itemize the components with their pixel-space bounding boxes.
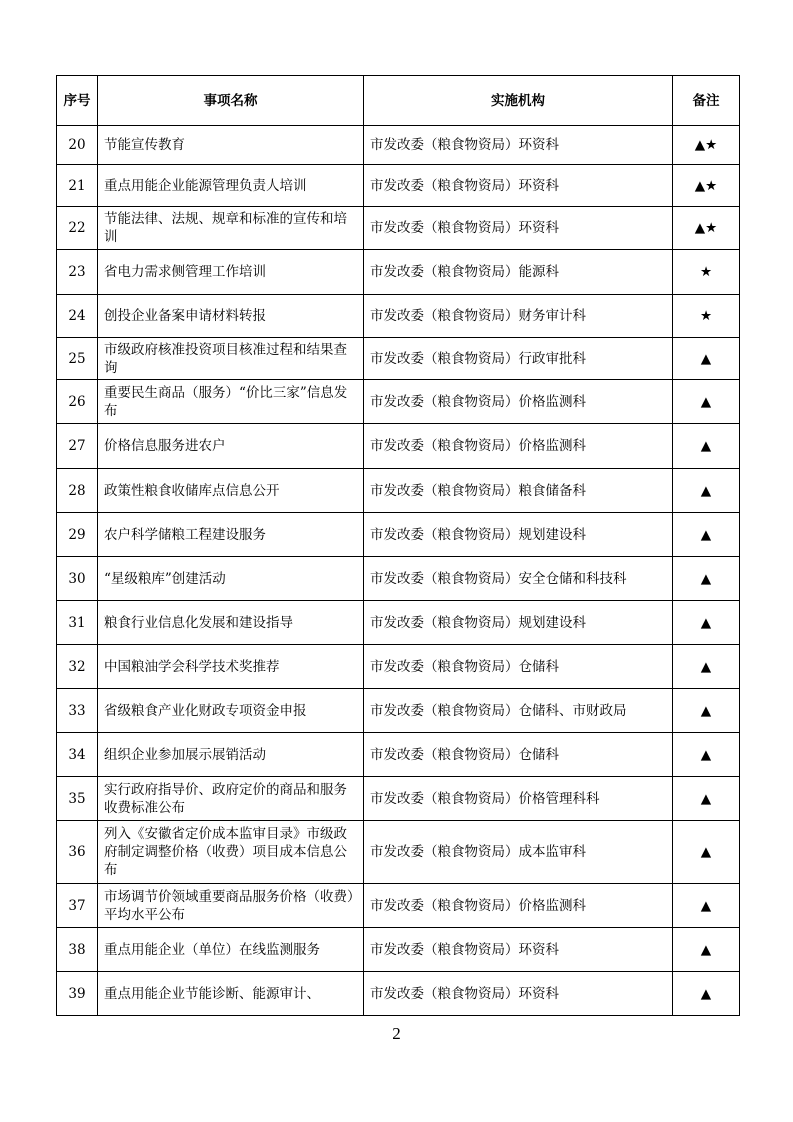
header-name: 事项名称 <box>98 76 364 126</box>
document-table <box>56 75 740 1016</box>
note-mark: ▲ <box>673 380 740 424</box>
item-name: 中国粮油学会科学技术奖推荐 <box>98 645 364 689</box>
agency-name: 市发改委（粮食物资局）价格监测科 <box>364 380 673 424</box>
item-name: 重点用能企业能源管理负责人培训 <box>98 165 364 207</box>
item-name: 市级政府核准投资项目核准过程和结果查询 <box>98 338 364 380</box>
row-number: 30 <box>57 557 98 601</box>
row-number: 28 <box>57 469 98 513</box>
note-mark: ★ <box>673 250 740 295</box>
item-name: 重点用能企业（单位）在线监测服务 <box>98 928 364 972</box>
row-number: 25 <box>57 338 98 380</box>
row-number: 20 <box>57 126 98 165</box>
agency-name: 市发改委（粮食物资局）行政审批科 <box>364 338 673 380</box>
agency-name: 市发改委（粮食物资局）仓储科、市财政局 <box>364 689 673 733</box>
item-name: 粮食行业信息化发展和建设指导 <box>98 601 364 645</box>
table-row <box>57 513 740 557</box>
table-row <box>57 380 740 424</box>
row-number: 26 <box>57 380 98 424</box>
agency-name: 市发改委（粮食物资局）规划建设科 <box>364 513 673 557</box>
table-row <box>57 689 740 733</box>
row-number: 37 <box>57 884 98 928</box>
table-row <box>57 469 740 513</box>
table-row <box>57 207 740 250</box>
item-name: 省级粮食产业化财政专项资金申报 <box>98 689 364 733</box>
note-mark: ▲ <box>673 733 740 777</box>
row-number: 36 <box>57 821 98 884</box>
page-number: 2 <box>392 1024 401 1043</box>
note-mark: ▲★ <box>673 165 740 207</box>
table-row <box>57 165 740 207</box>
item-name: 实行政府指导价、政府定价的商品和服务收费标准公布 <box>98 777 364 821</box>
table-row <box>57 424 740 469</box>
table-row <box>57 928 740 972</box>
note-mark: ▲ <box>673 557 740 601</box>
agency-name: 市发改委（粮食物资局）粮食储备科 <box>364 469 673 513</box>
row-number: 39 <box>57 972 98 1016</box>
row-number: 24 <box>57 295 98 338</box>
note-mark: ▲ <box>673 645 740 689</box>
agency-name: 市发改委（粮食物资局）环资科 <box>364 972 673 1016</box>
table-row <box>57 884 740 928</box>
item-name: 组织企业参加展示展销活动 <box>98 733 364 777</box>
item-name: 重要民生商品（服务）“价比三家”信息发布 <box>98 380 364 424</box>
agency-name: 市发改委（粮食物资局）仓储科 <box>364 733 673 777</box>
row-number: 29 <box>57 513 98 557</box>
agency-name: 市发改委（粮食物资局）环资科 <box>364 165 673 207</box>
header-agency: 实施机构 <box>364 76 673 126</box>
note-mark: ▲ <box>673 928 740 972</box>
agency-name: 市发改委（粮食物资局）仓储科 <box>364 645 673 689</box>
table-header-row <box>57 76 740 126</box>
table-row <box>57 972 740 1016</box>
row-number: 34 <box>57 733 98 777</box>
table-row <box>57 821 740 884</box>
item-name: 节能法律、法规、规章和标准的宣传和培训 <box>98 207 364 250</box>
agency-name: 市发改委（粮食物资局）规划建设科 <box>364 601 673 645</box>
row-number: 32 <box>57 645 98 689</box>
table-row <box>57 777 740 821</box>
header-note: 备注 <box>673 76 740 126</box>
agency-name: 市发改委（粮食物资局）安全仓储和科技科 <box>364 557 673 601</box>
agency-name: 市发改委（粮食物资局）环资科 <box>364 928 673 972</box>
table-row <box>57 295 740 338</box>
item-name: 农户科学储粮工程建设服务 <box>98 513 364 557</box>
row-number: 38 <box>57 928 98 972</box>
item-name: 列入《安徽省定价成本监审目录》市级政府制定调整价格（收费）项目成本信息公布 <box>98 821 364 884</box>
table-row <box>57 645 740 689</box>
note-mark: ▲★ <box>673 126 740 165</box>
agency-name: 市发改委（粮食物资局）能源科 <box>364 250 673 295</box>
row-number: 21 <box>57 165 98 207</box>
note-mark: ▲ <box>673 777 740 821</box>
note-mark: ▲★ <box>673 207 740 250</box>
table-row <box>57 250 740 295</box>
row-number: 33 <box>57 689 98 733</box>
note-mark: ▲ <box>673 601 740 645</box>
item-name: 创投企业备案申请材料转报 <box>98 295 364 338</box>
row-number: 23 <box>57 250 98 295</box>
table-row <box>57 126 740 165</box>
table-row <box>57 557 740 601</box>
agency-name: 市发改委（粮食物资局）环资科 <box>364 126 673 165</box>
row-number: 35 <box>57 777 98 821</box>
item-name: 价格信息服务进农户 <box>98 424 364 469</box>
item-name: 重点用能企业节能诊断、能源审计、 <box>98 972 364 1016</box>
agency-name: 市发改委（粮食物资局）财务审计科 <box>364 295 673 338</box>
row-number: 22 <box>57 207 98 250</box>
agency-name: 市发改委（粮食物资局）价格管理科科 <box>364 777 673 821</box>
item-name: 节能宣传教育 <box>98 126 364 165</box>
row-number: 31 <box>57 601 98 645</box>
agency-name: 市发改委（粮食物资局）价格监测科 <box>364 884 673 928</box>
item-name: 市场调节价领域重要商品服务价格（收费）平均水平公布 <box>98 884 364 928</box>
agency-name: 市发改委（粮食物资局）环资科 <box>364 207 673 250</box>
note-mark: ▲ <box>673 821 740 884</box>
note-mark: ★ <box>673 295 740 338</box>
table-row <box>57 601 740 645</box>
item-name: “星级粮库”创建活动 <box>98 557 364 601</box>
note-mark: ▲ <box>673 424 740 469</box>
note-mark: ▲ <box>673 884 740 928</box>
header-no: 序号 <box>57 76 98 126</box>
note-mark: ▲ <box>673 513 740 557</box>
agency-name: 市发改委（粮食物资局）价格监测科 <box>364 424 673 469</box>
item-name: 省电力需求侧管理工作培训 <box>98 250 364 295</box>
row-number: 27 <box>57 424 98 469</box>
note-mark: ▲ <box>673 469 740 513</box>
note-mark: ▲ <box>673 689 740 733</box>
item-name: 政策性粮食收储库点信息公开 <box>98 469 364 513</box>
table-row <box>57 338 740 380</box>
agency-name: 市发改委（粮食物资局）成本监审科 <box>364 821 673 884</box>
table-row <box>57 733 740 777</box>
note-mark: ▲ <box>673 972 740 1016</box>
note-mark: ▲ <box>673 338 740 380</box>
